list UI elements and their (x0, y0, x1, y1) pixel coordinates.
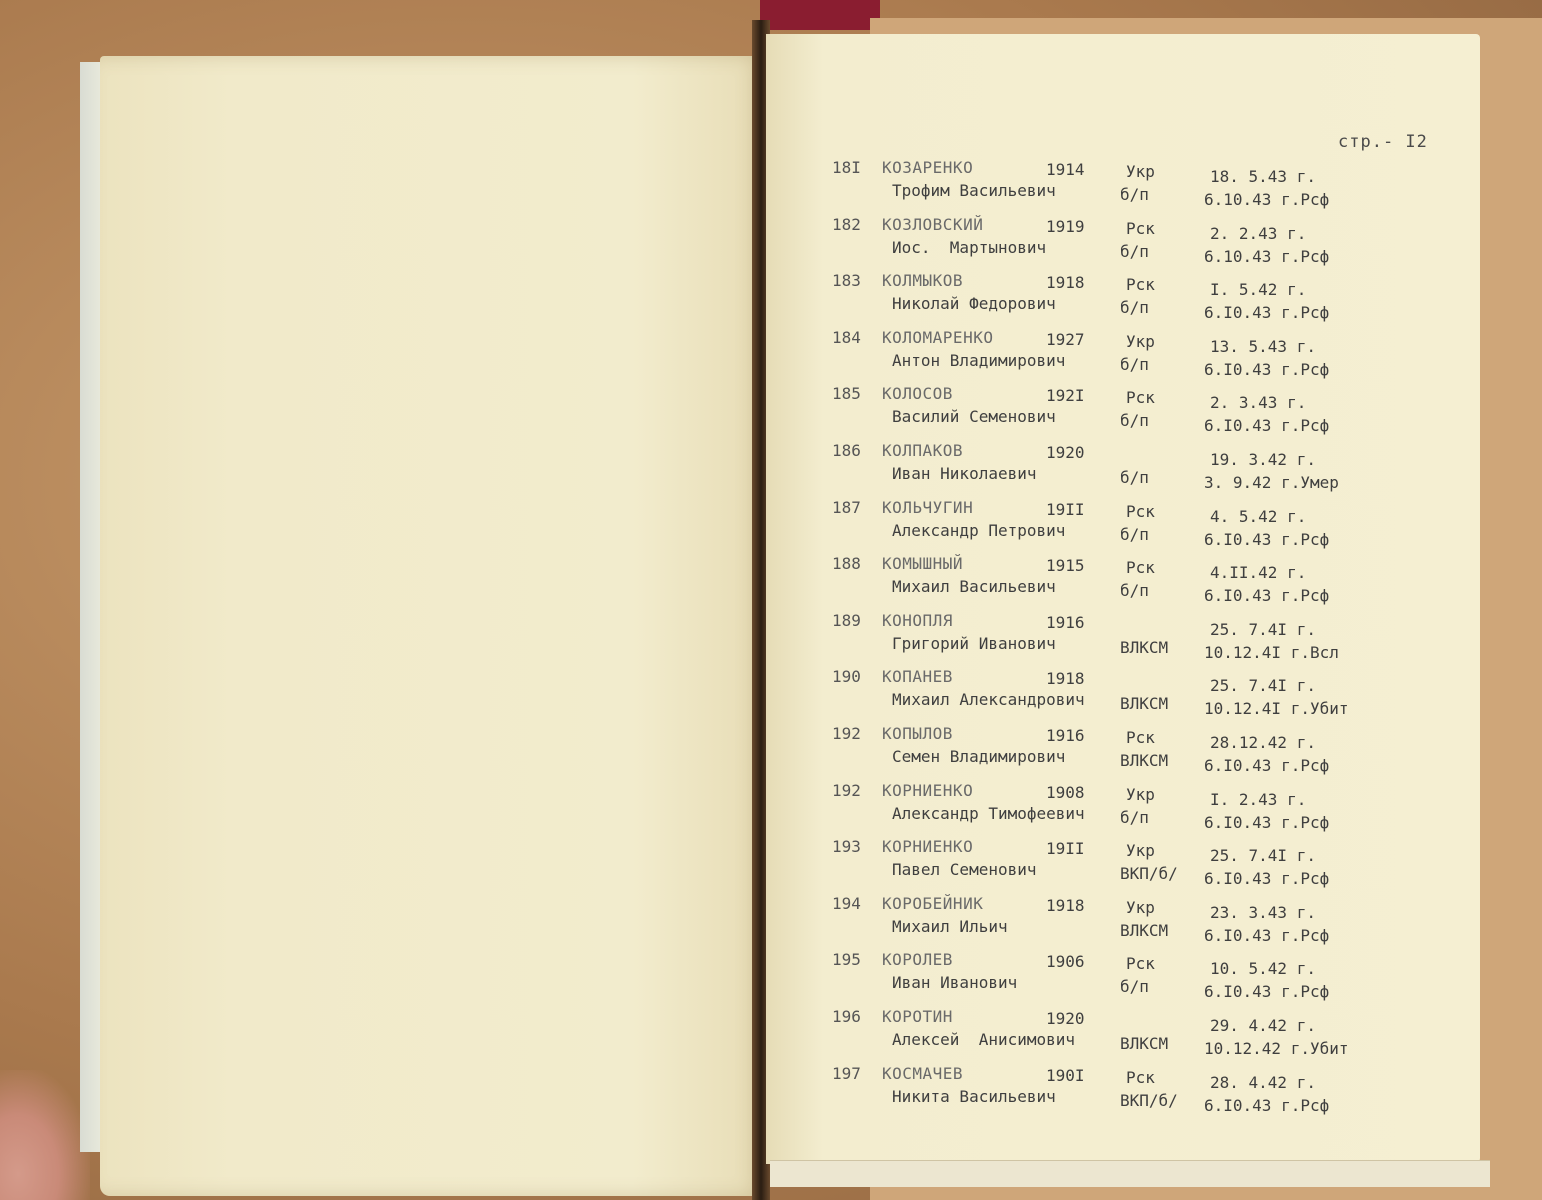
entry-date-1: 25. 7.4I г. (1210, 846, 1316, 866)
entry-date-2: 10.12.4I г.Убит (1204, 699, 1349, 719)
left-page-blank (100, 56, 766, 1196)
entry-given-names: Иос. Мартынович (892, 237, 1047, 257)
entry-number: 188 (832, 554, 861, 574)
entry-birth-year: 1906 (1046, 952, 1085, 972)
entry-date-2: 6.10.43 г.Рсф (1204, 246, 1330, 266)
entry-date-1: 18. 5.43 г. (1210, 167, 1316, 186)
entry-party: б/п (1120, 581, 1149, 601)
book-cover-top (760, 0, 880, 30)
entry-given-names: Михаил Васильевич (892, 577, 1056, 597)
entry-date-2: 3. 9.42 г.Умер (1204, 473, 1339, 492)
entry-birth-year: 1914 (1046, 160, 1085, 179)
entry-date-1: 4.II.42 г. (1210, 563, 1307, 583)
entry-number: 194 (832, 893, 861, 913)
entry-surname: КОЛМЫКОВ (882, 271, 964, 291)
list-item (820, 1064, 1380, 1116)
entry-date-2: 10.12.4I г.Всл (1204, 642, 1339, 662)
entry-surname: КОРОЛЕВ (882, 950, 953, 970)
entry-surname: КОПАНЕВ (882, 667, 953, 687)
entry-surname: КОПЫЛОВ (882, 724, 953, 743)
list-item (820, 724, 1380, 776)
entry-date-1: I. 5.42 г. (1210, 280, 1307, 300)
entry-birth-year: 1919 (1046, 216, 1085, 236)
entry-given-names: Антон Владимирович (892, 350, 1066, 370)
entry-surname: КОЛЬЧУГИН (882, 497, 974, 517)
entry-date-2: 6.I0.43 г.Рсф (1204, 1095, 1330, 1115)
page-bottom-edge (770, 1160, 1490, 1187)
entry-party: ВЛКСМ (1120, 637, 1169, 657)
list-item (820, 328, 1380, 380)
entry-birth-year: 190I (1046, 1065, 1085, 1085)
list-item (820, 781, 1380, 833)
entry-birth-year: 1920 (1046, 443, 1085, 462)
entry-given-names: Михаил Ильич (892, 916, 1008, 936)
entry-given-names: Александр Петрович (892, 520, 1066, 540)
entry-nationality: Укр (1126, 784, 1155, 804)
entry-given-names: Михаил Александрович (892, 690, 1085, 710)
entry-nationality: Рск (1126, 954, 1155, 974)
entry-party: б/п (1120, 185, 1149, 204)
entry-number: 185 (832, 384, 861, 404)
list-item (820, 1007, 1380, 1059)
entry-party: ВЛКСМ (1120, 694, 1169, 714)
list-item (820, 611, 1380, 663)
entry-surname: КОЛПАКОВ (882, 441, 964, 460)
entry-nationality: Рск (1126, 728, 1155, 747)
list-item (820, 667, 1380, 719)
entry-birth-year: 1918 (1046, 273, 1085, 293)
entry-nationality: Рск (1126, 501, 1155, 521)
list-item (820, 441, 1380, 493)
entry-given-names: Павел Семенович (892, 860, 1037, 880)
entry-number: 190 (832, 667, 861, 687)
entry-nationality: Рск (1126, 275, 1155, 295)
entry-date-1: I. 2.43 г. (1210, 789, 1307, 809)
entry-party: ВКП/б/ (1120, 864, 1178, 884)
entry-party: б/п (1120, 241, 1149, 261)
entry-surname: КОЗЛОВСКИЙ (882, 214, 984, 234)
entry-birth-year: 1908 (1046, 782, 1085, 802)
entry-date-2: 6.I0.43 г.Рсф (1204, 586, 1330, 606)
entry-date-2: 6.I0.43 г.Рсф (1204, 812, 1330, 832)
page-number: стр.- I2 (1338, 132, 1428, 152)
list-item (820, 498, 1380, 550)
entry-date-1: 25. 7.4I г. (1210, 619, 1316, 639)
list-item (820, 554, 1380, 606)
entry-number: 196 (832, 1007, 861, 1026)
entry-nationality: Укр (1126, 841, 1155, 861)
entry-date-2: 6.I0.43 г.Рсф (1204, 416, 1330, 436)
entry-number: 184 (832, 327, 861, 347)
entry-number: 195 (832, 950, 861, 970)
entry-birth-year: 1918 (1046, 895, 1085, 915)
entry-party: ВКП/б/ (1120, 1090, 1178, 1110)
entry-date-1: 19. 3.42 г. (1210, 450, 1316, 469)
list-item (820, 894, 1380, 946)
entry-surname: КОСМАЧЕВ (882, 1063, 964, 1083)
entry-given-names: Александр Тимофеевич (892, 803, 1085, 823)
entry-party: б/п (1120, 977, 1149, 997)
entry-party: б/п (1120, 468, 1149, 487)
entry-party: б/п (1120, 411, 1149, 431)
entry-date-1: 28. 4.42 г. (1210, 1072, 1316, 1092)
entry-number: 189 (832, 610, 861, 630)
entry-number: 192 (832, 724, 861, 743)
entry-date-2: 6.I0.43 г.Рсф (1204, 756, 1330, 775)
entry-number: 197 (832, 1063, 861, 1083)
entry-date-2: 6.I0.43 г.Рсф (1204, 982, 1330, 1002)
entry-surname: КОМЫШНЫЙ (882, 554, 964, 574)
entry-party: б/п (1120, 354, 1149, 374)
entry-given-names: Николай Федорович (892, 294, 1056, 314)
entry-party: б/п (1120, 524, 1149, 544)
entry-date-1: 4. 5.42 г. (1210, 506, 1307, 526)
entry-nationality: Укр (1126, 331, 1155, 351)
entry-date-2: 6.I0.43 г.Рсф (1204, 303, 1330, 323)
entry-party: б/п (1120, 298, 1149, 318)
entry-birth-year: 192I (1046, 386, 1085, 406)
entry-number: 187 (832, 497, 861, 517)
entry-date-2: 6.I0.43 г.Рсф (1204, 359, 1330, 379)
entry-party: ВЛКСМ (1120, 920, 1169, 940)
entry-birth-year: 19II (1046, 499, 1085, 519)
entry-nationality: Рск (1126, 1067, 1155, 1087)
entry-given-names: Алексей Анисимович (892, 1030, 1076, 1049)
entry-date-1: 2. 2.43 г. (1210, 223, 1307, 243)
entry-nationality: Рск (1126, 218, 1155, 238)
entry-date-2: 6.10.43 г.Рсф (1204, 190, 1330, 209)
entry-nationality: Рск (1126, 558, 1155, 578)
entry-surname: КОРОБЕЙНИК (882, 893, 984, 913)
entry-given-names: Трофим Васильевич (892, 181, 1056, 200)
entry-number: 193 (832, 837, 861, 857)
list-item (820, 215, 1380, 267)
entry-surname: КОРОТИН (882, 1007, 953, 1026)
entry-birth-year: 1918 (1046, 669, 1085, 689)
entry-given-names: Семен Владимирович (892, 747, 1066, 766)
entry-number: 18I (832, 158, 861, 177)
entry-birth-year: 1927 (1046, 329, 1085, 349)
entry-date-2: 6.I0.43 г.Рсф (1204, 869, 1330, 889)
entry-surname: КОЛОМАРЕНКО (882, 327, 994, 347)
entry-party: ВЛКСМ (1120, 1034, 1169, 1053)
entry-number: 183 (832, 271, 861, 291)
entry-date-2: 6.I0.43 г.Рсф (1204, 529, 1330, 549)
entry-number: 182 (832, 214, 861, 234)
entry-number: 192 (832, 780, 861, 800)
entry-date-1: 10. 5.42 г. (1210, 959, 1316, 979)
list-item (820, 158, 1380, 210)
entry-date-1: 13. 5.43 г. (1210, 336, 1316, 356)
entry-surname: КОЗАРЕНКО (882, 158, 974, 177)
entry-given-names: Иван Николаевич (892, 464, 1037, 483)
entry-birth-year: 1916 (1046, 612, 1085, 632)
entry-date-1: 2. 3.43 г. (1210, 393, 1307, 413)
entry-party: б/п (1120, 807, 1149, 827)
entry-given-names: Василий Семенович (892, 407, 1056, 427)
list-item (820, 837, 1380, 889)
list-item (820, 384, 1380, 436)
entry-birth-year: 1920 (1046, 1009, 1085, 1028)
list-item (820, 271, 1380, 323)
entry-date-1: 29. 4.42 г. (1210, 1016, 1316, 1035)
entry-nationality: Укр (1126, 897, 1155, 917)
entry-surname: КОРНИЕНКО (882, 780, 974, 800)
entry-date-2: 10.12.42 г.Убит (1204, 1039, 1349, 1058)
entry-birth-year: 19II (1046, 839, 1085, 859)
entry-date-1: 25. 7.4I г. (1210, 676, 1316, 696)
entry-nationality: Укр (1126, 162, 1155, 181)
entry-date-1: 23. 3.43 г. (1210, 902, 1316, 922)
entry-number: 186 (832, 441, 861, 460)
entry-surname: КОЛОСОВ (882, 384, 953, 404)
list-item (820, 950, 1380, 1002)
entry-given-names: Иван Иванович (892, 973, 1018, 993)
entry-date-2: 6.I0.43 г.Рсф (1204, 925, 1330, 945)
entry-birth-year: 1915 (1046, 556, 1085, 576)
entry-surname: КОНОПЛЯ (882, 610, 953, 630)
entry-birth-year: 1916 (1046, 726, 1085, 745)
entry-surname: КОРНИЕНКО (882, 837, 974, 857)
entry-given-names: Никита Васильевич (892, 1086, 1056, 1106)
entry-party: ВЛКСМ (1120, 751, 1169, 770)
entry-nationality: Рск (1126, 388, 1155, 408)
stain (0, 1070, 90, 1200)
entry-date-1: 28.12.42 г. (1210, 733, 1316, 752)
entry-given-names: Григорий Иванович (892, 633, 1056, 653)
